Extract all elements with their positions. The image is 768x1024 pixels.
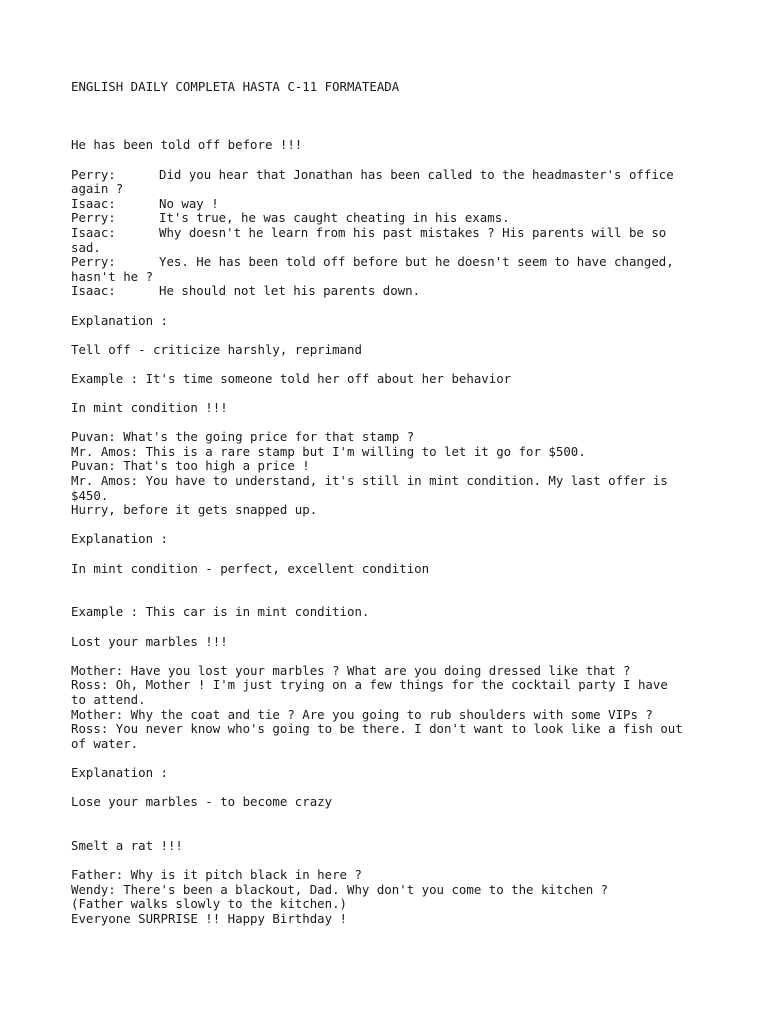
dialogue-line bbox=[71, 168, 711, 183]
example: Example : It's time someone told her off about her behavior bbox=[71, 370, 512, 386]
definition: Lose your marbles - to become crazy bbox=[71, 794, 333, 810]
dialogue-text: It's true, he was caught cheating in his exams. bbox=[159, 210, 510, 226]
dialogue-continuation: hasn't he ? bbox=[71, 268, 154, 284]
dialogue-line: Ross: Oh, Mother ! I'm just trying on a few things for the cocktail party I have bbox=[71, 677, 668, 693]
dialogue-text: Yes. He has been told off before but he doesn't seem to have changed, bbox=[159, 254, 674, 270]
dialogue-line: Father: Why is it pitch black in here ? bbox=[71, 867, 362, 883]
dialogue-told-off bbox=[71, 168, 711, 299]
dialogue-line: Mr. Amos: This is a rare stamp but I'm willing to let it go for $500. bbox=[71, 443, 586, 459]
definition: Tell off - criticize harshly, reprimand bbox=[71, 341, 362, 357]
dialogue-line: Puvan: What's the going price for that stamp ? bbox=[71, 429, 415, 445]
dialogue-line: $450. bbox=[71, 487, 109, 503]
definition: In mint condition - perfect, excellent condition bbox=[71, 560, 430, 576]
speaker: Perry: bbox=[71, 210, 116, 226]
dialogue-line bbox=[71, 255, 711, 270]
dialogue-line bbox=[71, 197, 711, 212]
document-title: ENGLISH DAILY COMPLETA HASTA C-11 FORMATEADA bbox=[71, 79, 400, 94]
speaker: Isaac: bbox=[71, 283, 116, 299]
dialogue-line: Mother: Have you lost your marbles ? What are you doing dressed like that ? bbox=[71, 662, 631, 678]
dialogue-text: Why doesn't he learn from his past mistakes ? His parents will be so bbox=[159, 224, 667, 240]
dialogue-continuation: sad. bbox=[71, 239, 101, 255]
dialogue-line: Everyone SURPRISE !! Happy Birthday ! bbox=[71, 910, 348, 926]
dialogue-line bbox=[71, 211, 711, 226]
explanation-label: Explanation : bbox=[71, 764, 168, 780]
dialogue-line: Mother: Why the coat and tie ? Are you going to rub shoulders with some VIPs ? bbox=[71, 706, 653, 722]
dialogue-text: No way ! bbox=[159, 195, 219, 211]
example: Example : This car is in mint condition. bbox=[71, 604, 370, 620]
section-heading-marbles: Lost your marbles !!! bbox=[71, 633, 228, 649]
document-page bbox=[71, 80, 711, 926]
explanation-label: Explanation : bbox=[71, 531, 168, 547]
dialogue-line bbox=[71, 226, 711, 241]
dialogue-line: Hurry, before it gets snapped up. bbox=[71, 502, 318, 518]
speaker: Perry: bbox=[71, 166, 116, 182]
dialogue-line bbox=[71, 284, 711, 299]
dialogue-text: Did you hear that Jonathan has been called to the headmaster's office bbox=[159, 166, 674, 182]
dialogue-line: Ross: You never know who's going to be there. I don't want to look like a fish out bbox=[71, 721, 683, 737]
speaker: Perry: bbox=[71, 254, 116, 270]
section-heading-mint: In mint condition !!! bbox=[71, 400, 228, 416]
dialogue-line: (Father walks slowly to the kitchen.) bbox=[71, 896, 348, 912]
dialogue-line: Mr. Amos: You have to understand, it's still in mint condition. My last offer is bbox=[71, 473, 668, 489]
section-heading-told-off: He has been told off before !!! bbox=[71, 137, 303, 153]
speaker: Isaac: bbox=[71, 195, 116, 211]
explanation-label: Explanation : bbox=[71, 312, 168, 328]
speaker: Isaac: bbox=[71, 224, 116, 240]
dialogue-line: to attend. bbox=[71, 691, 146, 707]
dialogue-continuation: again ? bbox=[71, 181, 124, 197]
section-heading-rat: Smelt a rat !!! bbox=[71, 837, 183, 853]
dialogue-text: He should not let his parents down. bbox=[159, 283, 421, 299]
dialogue-line: of water. bbox=[71, 735, 139, 751]
dialogue-line: Wendy: There's been a blackout, Dad. Why don't you come to the kitchen ? bbox=[71, 881, 609, 897]
dialogue-line: Puvan: That's too high a price ! bbox=[71, 458, 310, 474]
